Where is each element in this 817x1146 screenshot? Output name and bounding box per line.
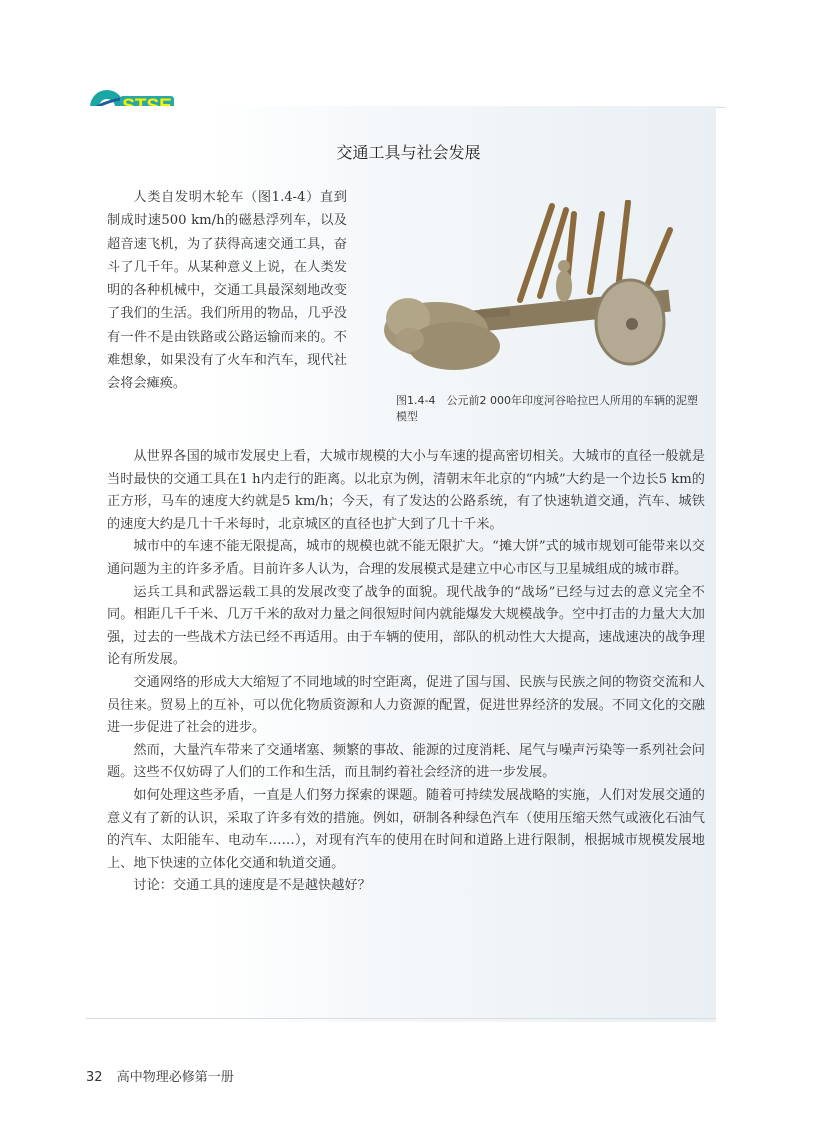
figure-caption: 图1.4-4 公元前2 000年印度河谷哈拉巴人所用的车辆的泥塑模型 <box>396 394 698 423</box>
footer-rule <box>86 1018 716 1019</box>
page-footer <box>86 1066 234 1085</box>
book-title: 高中物理必修第一册 <box>116 1070 234 1085</box>
body-paragraph: 交通网络的形成大大缩短了不同地域的时空距离，促进了国与国、民族与民族之间的物资交流和人员往来。贸易上的互补，可以优化物质资源和人力资源的配置，促进世界经济的发展。不同文化的交融进一步促进了社会的进步。 <box>107 674 705 736</box>
cart-model-figure <box>370 200 700 390</box>
discussion-question: 讨论：交通工具的速度是不是越快越好？ <box>133 878 371 894</box>
body-paragraph: 然而，大量汽车带来了交通堵塞、频繁的事故、能源的过度消耗、尾气与噪声污染等一系列社会问题。这些不仅妨碍了人们的工作和生活，而且制约着社会经济的进一步发展。 <box>107 742 705 781</box>
body-paragraph: 如何处理这些矛盾，一直是人们努力探索的课题。随着可持续发展战略的实施，人们对发展交通的意义有了新的认识，采取了许多有效的措施。例如，研制各种绿色汽车（使用压缩天然气或液化石油气的汽车、太阳能车、电动车……），对现有汽车的使用在时间和道路上进行限制，根据城市规模发展地上、地下快速的立体化交通和轨道交通。 <box>107 787 705 871</box>
page-number: 32 <box>86 1070 103 1085</box>
body-paragraph: 运兵工具和武器运载工具的发展改变了战争的面貌。现代战争的“战场”已经与过去的意义完全不同。相距几千千米、几万千米的敌对力量之间很短时间内就能爆发大规模战争。空中打击的力量大大加强，过去的一些战术方法已经不再适用。由于车辆的使用，部队的机动性大大提高，速战速决的战争理论有所发展。 <box>107 584 705 668</box>
cart-model-image <box>370 200 700 390</box>
article-title: 交通工具与社会发展 <box>336 143 481 162</box>
article-body <box>107 446 705 898</box>
body-paragraph: 从世界各国的城市发展史上看，大城市规模的大小与车速的提高密切相关。大城市的直径一般就是当时最快的交通工具在1 h内走行的距离。以北京为例，清朝末年北京的“内城”大约是一个边长5 km的正方形，马车的速度大约就是5 km/h；今天，有了发达的公路系统，有了快速轨道交通，汽车、城铁的速度大约是几十千米每时，北京城区的直径也扩大到了几十千米。 <box>107 449 705 532</box>
intro-paragraph: 人类自发明木轮车（图1.4-4）直到制成时速500 km/h的磁悬浮列车，以及超音速飞机，为了获得高速交通工具，奋斗了几千年。从某种意义上说，在人类发明的各种机械中，交通工具最深刻地改变了我们的生活。我们所用的物品，几乎没有一件不是由铁路或公路运输而来的。不难想象，如果没有了火车和汽车，现代社会将会瘫痪。 <box>107 190 347 392</box>
body-paragraph: 城市中的车速不能无限提高，城市的规模也就不能无限扩大。“摊大饼”式的城市规划可能带来以交通问题为主的许多矛盾。目前许多人认为，合理的发展模式是建立中心市区与卫星城组成的城市群。 <box>107 539 705 577</box>
